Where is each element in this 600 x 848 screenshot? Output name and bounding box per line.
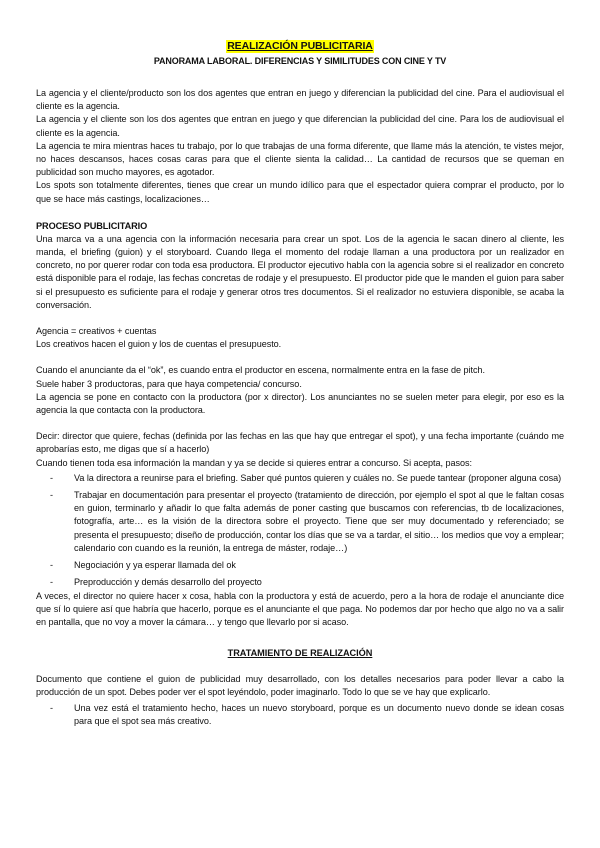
dash-bullet: - — [50, 472, 53, 483]
intro-paragraph-1: La agencia y el cliente/producto son los dos agentes que entran en juego y diferencian la publicidad del cine. Para el audiovisual el cliente es la agencia. — [36, 88, 564, 112]
contacto-line: La agencia se pone en contacto con la productora (por x director). Los anunciantes no se suelen meter para elegir, por eso es la agencia la que contacta con la productora. — [36, 391, 564, 416]
agencia-line: Agencia = creativos + cuentas — [36, 326, 157, 337]
dash-bullet: - — [50, 560, 53, 571]
intro-paragraph-3: La agencia te mira mientras haces tu trabajo, por lo que trabajas de una forma diferente, que llame más la atención, te vistes mejor, no haces descansos, haces cosas caras para que el cliente sienta la calidad… La cantidad de recursos que se queman en publicidad son mucho mayores, es agotador. — [36, 140, 564, 178]
dash-bullet: - — [50, 702, 53, 713]
list-item: - Trabajar en documentación para presentar el proyecto (tratamiento de dirección, por ejemplo el spot al que le faltan cosas en guion, terminarlo y añadir lo que falta además de poner casting que buscamos con referencias, tb de localizaciones, fotografía, arte… es la visión de la directora sobre el proyecto. Tiene que ser muy documentado y referenciado; se presenta el presupuesto; diseño de producción, contar los días que se va a tardar, el sitio… los medios que voy a emplear; calendario con cuando es la reunión, la entrega de máster, rodaje…) — [50, 490, 564, 553]
list-item: - Preproducción y demás desarrollo del proyecto — [36, 576, 564, 589]
list-item: - Va la directora a reunirse para el briefing. Saber qué puntos quieren y cuáles no. Se puede tantear (proponer alguna cosa) — [36, 472, 564, 485]
ok-line: Cuando el anunciante da el “ok”, es cuando entra el productor en escena, normalmente entra en la fase de pitch. — [36, 365, 485, 376]
cuando-line: Cuando tienen toda esa información la mandan y ya se decide si quieres entrar a concurso. Si acepta, pasos: — [36, 457, 472, 468]
tratamiento-paragraph: Documento que contiene el guion de publicidad muy desarrollado, con los detalles necesarios para poder llevar a cabo la producción de un spot. Debes poder ver el spot leyéndolo, poder imaginarlo. Todo lo que se ve hay que explicarlo. — [36, 674, 564, 698]
page-subtitle: PANORAMA LABORAL. DIFERENCIAS Y SIMILITUDES CON CINE Y TV — [153, 56, 447, 66]
dash-bullet: - — [50, 577, 53, 588]
list-item: - Negociación y ya esperar llamada del ok — [36, 559, 564, 572]
section-heading-proceso: PROCESO PUBLICITARIO — [36, 220, 148, 231]
aveces-paragraph: A veces, el director no quiere hacer x cosa, habla con la productora y está de acuerdo, pero a la hora de rodaje el anunciante dice que sí lo quiere así que habría que hacerlo, porque es el anunciante el que paga. No podemos dar por hecho que algo no va a salir en pantalla, que no voy a mover la cámara… y tengo que llevarlo por si acaso. — [36, 590, 564, 627]
creativos-line: Los creativos hacen el guion y los de cuentas el presupuesto. — [36, 339, 282, 350]
dash-bullet: - — [50, 490, 53, 501]
title-block — [36, 36, 564, 54]
proceso-steps-list — [36, 472, 564, 590]
page-title: REALIZACIÓN PUBLICITARIA — [227, 40, 373, 52]
tratamiento-steps-list — [36, 702, 564, 728]
intro-paragraph-4: Los spots son totalmente diferentes, tienes que crear un mundo idílico para que el espectador quiera comprar el producto, por lo que se hace más castings, localizaciones… — [36, 180, 564, 204]
decir-line: Decir: director que quiere, fechas (definida por las fechas en las que hay que entregar el spot), y una fecha importante (cuándo me aprobarías esto, me digas que sí a hacerlo) — [36, 431, 564, 455]
list-item: - Una vez está el tratamiento hecho, haces un nuevo storyboard, porque es un documento nuevo donde se idean cosas para que el spot sea más creativo. — [50, 702, 564, 726]
proceso-paragraph: Una marca va a una agencia con la información necesaria para crear un spot. Los de la agencia le sacan dinero al cliente, les manda, el briefing (guion) y el storyboard. Cuando llega el momento del rodaje llaman a una productora por un realizador en concreto, no por querer rodar con toda esa productora. El productor ejecutivo habla con la agencia sobre si el realizador en concreto está disponible para el rodaje, las fechas concretas de rodaje y el presupuesto. El productor pide que le manden el guion para saber si el presupuesto es suficiente para el rodaje y generar otros tres documentos. Si el realizador no estuviera disponible, se acaba la conversación. — [36, 233, 564, 310]
section-heading-tratamiento: TRATAMIENTO DE REALIZACIÓN — [227, 648, 373, 659]
intro-paragraph-2: La agencia y el cliente son los dos agentes que entran en juego y que diferencian la publicidad del cine. Para los de audiovisual el cliente es la agencia. — [36, 114, 564, 138]
suele-line: Suele haber 3 productoras, para que haya competencia/ concurso. — [36, 378, 302, 389]
